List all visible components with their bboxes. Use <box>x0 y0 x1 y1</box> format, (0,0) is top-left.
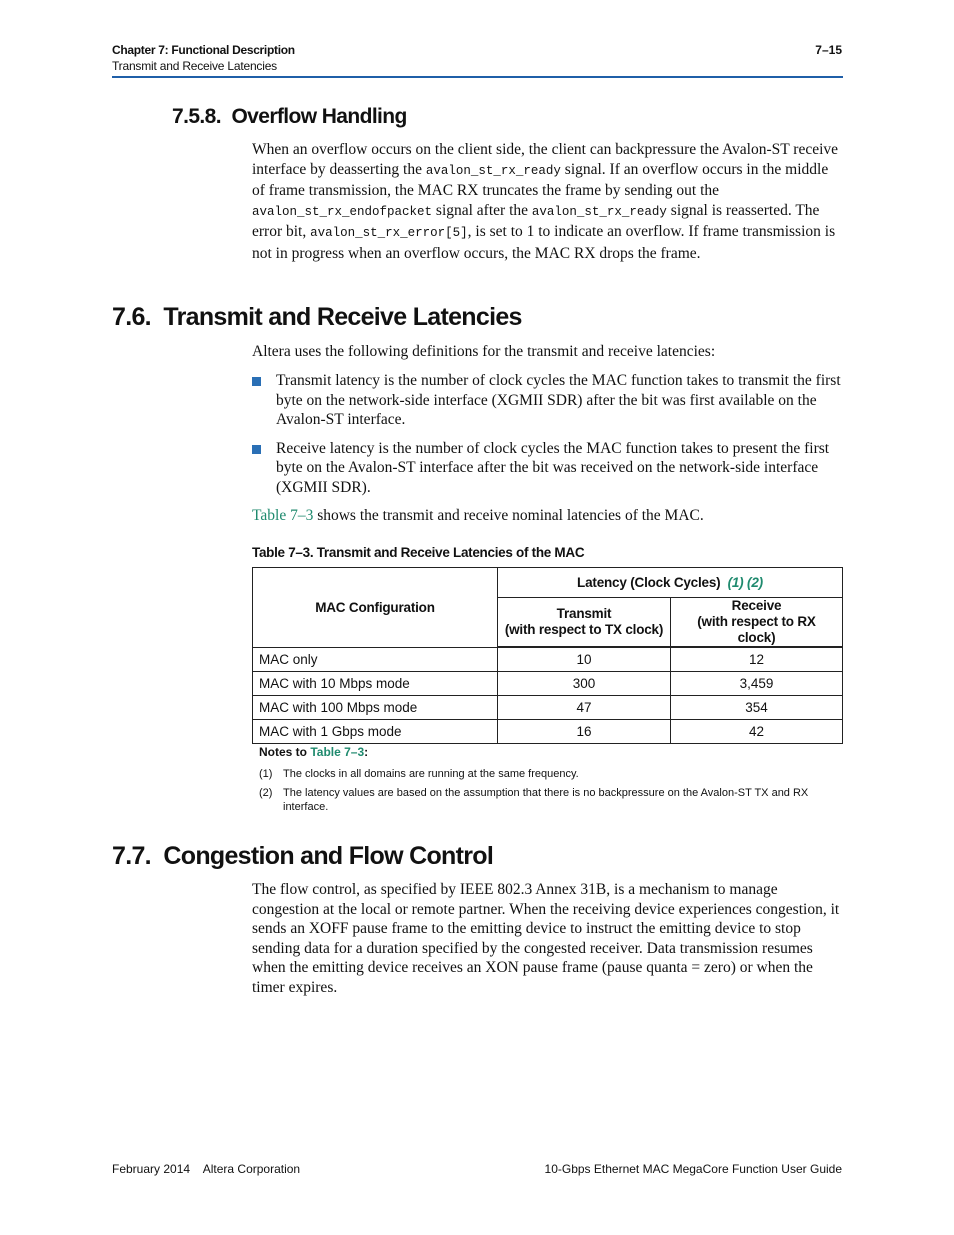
cell-config: MAC with 100 Mbps mode <box>253 696 498 720</box>
cell-transmit: 47 <box>498 696 671 720</box>
list-item-text: Transmit latency is the number of clock cycles the MAC function takes to transmit the first byte on the network-side interface (XGMII SDR) after the bit was first available on the Avalon-ST interface. <box>276 372 841 429</box>
column-header-transmit <box>498 598 671 648</box>
footer-document-title: 10-Gbps Ethernet MAC MegaCore Function User Guide <box>544 1162 842 1176</box>
section-heading-congestion <box>112 842 493 871</box>
cell-config: MAC with 10 Mbps mode <box>253 672 498 696</box>
column-header-mac-configuration <box>253 568 498 648</box>
table-row <box>253 647 843 672</box>
bullet-square-icon <box>252 377 261 386</box>
text-run: signal is reasserted. The error bit, <box>252 201 820 241</box>
text-run: signal. If an overflow occurs in the middle of frame transmission, the MAC RX truncates the frame by sending out the <box>252 160 829 200</box>
cell-receive: 3,459 <box>671 672 843 696</box>
note-number: (2) <box>259 787 273 799</box>
text-run: , is set to 1 to indicate an overflow. If frame transmission is not in progress when an overflow occurs, the MAC RX drops the frame. <box>252 223 836 262</box>
congestion-paragraph: The flow control, as specified by IEEE 802.3 Annex 31B, is a mechanism to manage congestion at the local or remote partner. When the receiving device experiences congestion, it sends an XOFF pause frame to the emitting device to instruct the emitting device to stop sending data for a duration specified by the congested receiver. Data transmission resumes when the emitting device receives an XON pause frame (pause quanta = zero) or when the timer expires. <box>252 881 840 996</box>
header-text: Receive <box>731 598 782 613</box>
bullet-square-icon <box>252 445 261 454</box>
latency-table <box>252 567 843 744</box>
table-caption: Table 7–3. Transmit and Receive Latencies of the MAC <box>252 545 585 560</box>
latency-intro: Altera uses the following definitions for the transmit and receive latencies: <box>252 343 716 360</box>
note-text: The latency values are based on the assumption that there is no backpressure on the Avalon-ST TX and RX interface. <box>283 787 809 813</box>
cell-transmit: 10 <box>498 647 671 672</box>
table-7-3-link[interactable]: Table 7–3 <box>252 507 314 524</box>
table-row <box>253 696 843 720</box>
section-number: 7.7. <box>112 842 151 870</box>
column-header-receive <box>671 598 843 648</box>
list-item <box>252 371 844 430</box>
header-text: MAC Configuration <box>315 599 435 615</box>
section-title: Transmit and Receive Latencies <box>163 303 522 331</box>
signal-name: avalon_st_rx_ready <box>531 204 667 219</box>
list-item-text: Receive latency is the number of clock cycles the MAC function takes to present the first byte on the Avalon-ST interface after the bit was received on the network-side interface (XGMII SDR). <box>276 439 830 496</box>
signal-name: avalon_st_rx_endofpacket <box>252 204 433 219</box>
footer-date-company: February 2014 Altera Corporation <box>112 1162 301 1176</box>
table-notes-title <box>259 745 368 759</box>
signal-name: avalon_st_rx_error[5] <box>310 226 468 241</box>
running-header-section: Transmit and Receive Latencies <box>112 59 277 73</box>
text-run: When an overflow occurs on the client side, the client can backpressure the Avalon-ST receive interface by deasserting the <box>252 141 839 178</box>
cell-receive: 354 <box>671 696 843 720</box>
cell-config: MAC with 1 Gbps mode <box>253 720 498 744</box>
header-subtext: (with respect to TX clock) <box>504 622 664 637</box>
text-run: : <box>364 745 369 759</box>
section-number: 7.6. <box>112 303 151 331</box>
cell-receive: 12 <box>671 647 843 672</box>
section-title: Overflow Handling <box>231 105 407 128</box>
cell-transmit: 16 <box>498 720 671 744</box>
table-row <box>253 720 843 744</box>
list-item <box>252 439 844 498</box>
table-7-3-link[interactable]: Table 7–3 <box>310 745 365 759</box>
section-title: Congestion and Flow Control <box>163 842 494 870</box>
running-header-chapter: Chapter 7: Functional Description <box>112 43 295 57</box>
table-row <box>253 672 843 696</box>
cell-transmit: 300 <box>498 672 671 696</box>
text-run: Notes to <box>259 745 311 759</box>
section-number: 7.5.8. <box>172 105 221 128</box>
note-number: (1) <box>259 768 273 780</box>
text-run: shows the transmit and receive nominal latencies of the MAC. <box>313 507 704 524</box>
note-text: The clocks in all domains are running at the same frequency. <box>283 768 579 780</box>
header-text: Transmit <box>556 606 612 621</box>
header-text: Latency (Clock Cycles) <box>577 575 721 590</box>
header-subtext: (with respect to RX clock) <box>697 614 816 645</box>
text-run: signal after the <box>432 201 532 219</box>
column-header-latency <box>498 568 843 598</box>
signal-name: avalon_st_rx_ready <box>425 163 561 178</box>
table-notes-link[interactable]: (1) (2) <box>727 575 763 590</box>
page-number: 7–15 <box>815 43 842 57</box>
section-heading-latencies <box>112 303 522 332</box>
overflow-paragraph <box>252 140 844 264</box>
cell-config: MAC only <box>253 647 498 672</box>
header-rule <box>112 76 843 78</box>
cell-receive: 42 <box>671 720 843 744</box>
section-heading-overflow-handling <box>172 105 407 129</box>
table-reference-paragraph <box>252 506 844 526</box>
latency-definitions-list <box>252 371 844 507</box>
